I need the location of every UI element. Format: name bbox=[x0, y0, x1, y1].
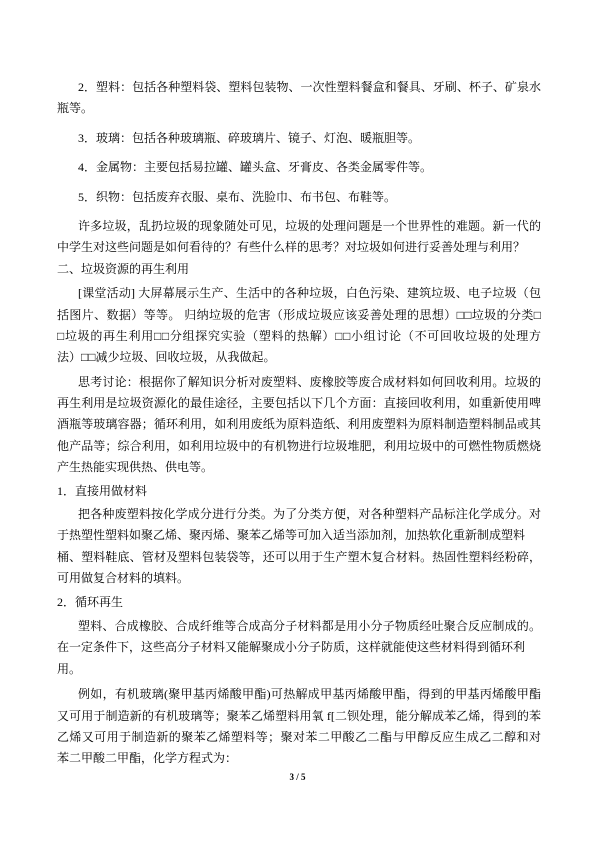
text-line: □垃圾的再生利用□□分组探究实验（塑料的热解）□□小组讨论（不可回收垃圾的处理方 bbox=[57, 328, 541, 343]
recycling-paragraph bbox=[57, 616, 541, 680]
text-line: 括图片、数据）等等。 归纳垃圾的危害（形成垃圾应该妥善处理的思想）□□垃圾的分类□ bbox=[57, 307, 541, 322]
text-line: 例如，有机玻璃(聚甲基丙烯酸甲酯)可热解成甲基丙烯酸甲酯，得到的甲基丙烯酸甲酯 bbox=[78, 687, 541, 702]
subsection-heading-direct-use bbox=[57, 481, 541, 502]
section-heading-text: 二、垃圾资源的再生利用 bbox=[57, 261, 190, 276]
subsection-heading-text: 1．直接用做材料 bbox=[57, 483, 148, 498]
text-line: 法）□□减少垃圾、回收垃圾，从我做起。 bbox=[57, 350, 276, 365]
discussion-paragraph bbox=[57, 372, 541, 479]
text-line: 4．金属物：主要包括易拉罐、罐头盒、牙膏皮、各类金属零件等。 bbox=[78, 160, 433, 175]
text-line: 又可用于制造新的有机玻璃等；聚苯乙烯塑料用氧 f[二钡处理，能分解成苯乙烯，得到的苯 bbox=[57, 708, 541, 723]
text-line: 用。 bbox=[57, 661, 82, 676]
plastic-item bbox=[57, 77, 541, 120]
text-line: 思考讨论：根据你了解知识分析对废塑料、废橡胶等废合成材料如何回收利用。垃圾的 bbox=[78, 374, 541, 389]
page-body bbox=[57, 77, 541, 770]
text-line: 他产品等；综合利用，如利用垃圾中的有机物进行垃圾堆肥，利用垃圾中的可燃性物质燃烧 bbox=[57, 438, 541, 453]
text-line: 5．织物：包括废弃衣服、桌布、洗脸巾、布书包、布鞋等。 bbox=[78, 189, 397, 204]
text-line: 桶、塑料鞋底、管材及塑料包装袋等，还可以用于生产塑木复合材料。热固性塑料经粉碎， bbox=[57, 549, 541, 564]
text-line: 2．塑料：包括各种塑料袋、塑料包装物、一次性塑料餐盒和餐具、牙刷、杯子、矿泉水 bbox=[78, 80, 541, 94]
text-line: 瓶等。 bbox=[57, 101, 94, 116]
text-line: 苯二甲酸二甲酯，化学方程式为： bbox=[57, 751, 238, 766]
text-line: 塑料、合成橡胶、合成纤维等合成高分子材料都是用小分子物质经吐聚合反应制成的。 bbox=[78, 618, 541, 633]
intro-paragraph bbox=[57, 216, 541, 259]
subsection-heading-text: 2．循环再生 bbox=[57, 594, 124, 609]
text-line: 于热塑性塑料如聚乙烯、聚丙烯、聚苯乙烯等可加入适当添加剂，加热软化重新制成塑料 bbox=[57, 528, 526, 543]
class-activity-paragraph bbox=[57, 283, 541, 369]
text-line: [课堂活动] 大屏幕展示生产、生活中的各种垃圾，白色污染、建筑垃圾、电子垃圾（包 bbox=[78, 286, 541, 301]
text-line: 中学生对这些问题是如何看待的？有些什么样的思考？对垃圾如何进行妥善处理与利用？ bbox=[57, 240, 526, 255]
example-paragraph bbox=[57, 684, 541, 770]
metal-item bbox=[57, 157, 541, 178]
text-line: 可用做复合材料的填料。 bbox=[57, 571, 190, 586]
text-line: 再生利用是垃圾资源化的最佳途径，主要包括以下几个方面：直接回收利用，如重新使用啤 bbox=[57, 396, 541, 411]
text-line: 乙烯又可用于制造新的聚苯乙烯塑料等；聚对苯二甲酸乙二酯与甲醇反应生成乙二醇和对 bbox=[57, 729, 541, 744]
page-number: 3 / 5 bbox=[289, 772, 306, 782]
text-line: 产生热能实现供热、供电等。 bbox=[57, 460, 214, 475]
subsection-heading-recycling bbox=[57, 592, 541, 613]
direct-use-paragraph bbox=[57, 504, 541, 590]
text-line: 酒瓶等玻璃容器；循环利用，如利用废纸为原料造纸、利用废塑料为原料制造塑料制品或其 bbox=[57, 417, 541, 432]
text-line: 许多垃圾，乱扔垃圾的现象随处可见，垃圾的处理问题是一个世界性的难题。新一代的 bbox=[78, 218, 541, 233]
text-line: 在一定条件下，这些高分子材料又能解聚成小分子防质，这样就能使这些材料得到循环利 bbox=[57, 640, 526, 655]
text-line: 把各种废塑料按化学成分进行分类。为了分类方便，对各种塑料产品标注化学成分。对 bbox=[78, 507, 541, 522]
glass-item bbox=[57, 128, 541, 149]
text-line: 3．玻璃：包括各种玻璃瓶、碎玻璃片、镜子、灯泡、暖瓶胆等。 bbox=[78, 130, 421, 145]
section-heading bbox=[57, 259, 541, 280]
textile-item bbox=[57, 187, 541, 208]
